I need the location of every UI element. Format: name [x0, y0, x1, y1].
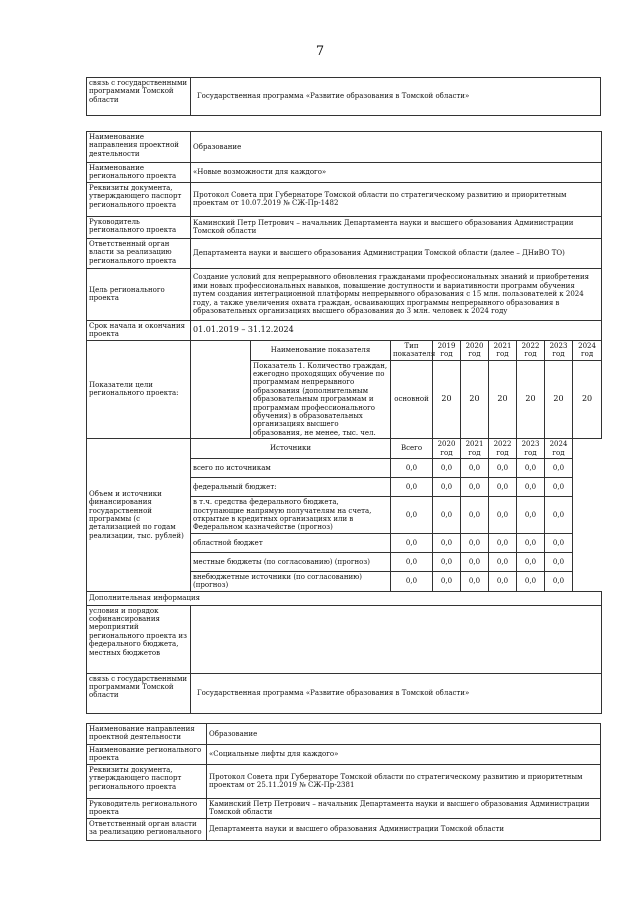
amount-cell: 0,0 — [517, 571, 545, 591]
year-header: 2021 год — [461, 439, 489, 459]
table-row — [87, 745, 601, 765]
amount-cell: 0,0 — [517, 533, 545, 552]
table-row — [87, 591, 602, 605]
amount-cell: 0,0 — [461, 459, 489, 478]
total-header: Всего — [391, 439, 433, 459]
row-label: Наименование регионального проекта — [87, 745, 207, 765]
row-value: «Социальные лифты для каждого» — [207, 745, 601, 765]
year-header: 2024 год — [545, 439, 573, 459]
indicator-value: 20 — [517, 360, 545, 439]
table-row — [87, 605, 602, 673]
row-value: Каминский Петр Петрович – начальник Департамента науки и высшего образования Администрации Томской области — [207, 798, 601, 818]
row-value: Создание условий для непрерывного обновления гражданами профессиональных знаний и приобретения ими новых профессиональных навыков, повышение доступности и вариативности программ обучения путем создания интеграционной платформы непрерывного образования с 15 млн. пользователей к 2024 году, а также увеличения охвата граждан, осваивающих программы непрерывного образования в образовательных организациях высшего образования до 3 млн. человек к 2024 году — [191, 268, 602, 320]
amount-cell: 0,0 — [461, 478, 489, 497]
table-row — [87, 673, 602, 713]
row-value: Государственная программа «Развитие образования в Томской области» — [191, 78, 601, 116]
row-label: связь с государственными программами Томской области — [87, 673, 191, 713]
amount-cell: 0,0 — [391, 497, 433, 534]
indicator-value: 20 — [433, 360, 461, 439]
year-header: 2022 год — [489, 439, 517, 459]
table-row — [87, 132, 602, 163]
source-name: внебюджетные источники (по согласованию) (прогноз) — [191, 571, 391, 591]
table-row — [87, 798, 601, 818]
table-row — [87, 268, 602, 320]
amount-cell: 0,0 — [489, 571, 517, 591]
row-value: Государственная программа «Развитие образования в Томской области» — [191, 673, 602, 713]
amount-cell: 0,0 — [433, 552, 461, 571]
amount-cell: 0,0 — [489, 552, 517, 571]
page-number: 7 — [315, 44, 325, 59]
year-header: 2023 год — [517, 439, 545, 459]
amount-cell: 0,0 — [545, 497, 573, 534]
row-label: Цель регионального проекта — [87, 268, 191, 320]
table-row — [87, 724, 601, 745]
year-header: 2021 год — [489, 340, 517, 360]
indicators-header-row — [87, 340, 602, 360]
year-header: 2022 год — [517, 340, 545, 360]
row-label: Наименование регионального проекта — [87, 163, 191, 183]
year-header: 2020 год — [461, 340, 489, 360]
amount-cell: 0,0 — [461, 571, 489, 591]
amount-cell: 0,0 — [545, 552, 573, 571]
row-label: Реквизиты документа, утверждающего паспорт регионального проекта — [87, 182, 191, 216]
row-value: 01.01.2019 – 31.12.2024 — [191, 320, 602, 340]
amount-cell: 0,0 — [489, 459, 517, 478]
year-header: 2023 год — [545, 340, 573, 360]
amount-cell: 0,0 — [517, 497, 545, 534]
row-value: Протокол Совета при Губернаторе Томской области по стратегическому развитию и приоритетным проектам от 25.11.2019 № СЖ-Пр-2381 — [207, 764, 601, 798]
indicator-name: Показатель 1. Количество граждан, ежегодно проходящих обучение по программам непрерывного образования (дополнительным образовательным программам и программам профессионального обучения) в образовательных организациях высшего образования, не менее, тыс. чел. — [251, 360, 391, 439]
amount-cell: 0,0 — [433, 571, 461, 591]
amount-cell: 0,0 — [517, 478, 545, 497]
row-label: Реквизиты документа, утверждающего паспорт регионального проекта — [87, 764, 207, 798]
table-row — [87, 238, 602, 268]
table-row — [87, 163, 602, 183]
amount-cell: 0,0 — [461, 533, 489, 552]
amount-cell: 0,0 — [545, 459, 573, 478]
amount-cell: 0,0 — [489, 533, 517, 552]
table-row — [87, 818, 601, 840]
row-label: Ответственный орган власти за реализацию регионального проекта — [87, 238, 191, 268]
row-value: Протокол Совета при Губернаторе Томской области по стратегическому развитию и приоритетным проектам от 10.07.2019 № СЖ-Пр-1482 — [191, 182, 602, 216]
amount-cell: 0,0 — [433, 459, 461, 478]
financing-header-row — [87, 439, 602, 459]
row-value: Департамента науки и высшего образования Администрации Томской области — [207, 818, 601, 840]
source-name: областной бюджет — [191, 533, 391, 552]
table-row — [87, 320, 602, 340]
row-label: условия и порядок софинансирования мероприятий регионального проекта из федерального бюджета, местных бюджетов — [87, 605, 191, 673]
indicators-label: Показатели цели регионального проекта: — [87, 340, 191, 439]
social-lifts-passport-table — [86, 723, 601, 841]
source-name: местные бюджеты (по согласованию) (прогноз) — [191, 552, 391, 571]
source-name: федеральный бюджет: — [191, 478, 391, 497]
indicator-name-header: Наименование показателя — [251, 340, 391, 360]
row-value — [191, 605, 602, 673]
indicator-type-header: Тип показателя — [391, 340, 433, 360]
row-label: Руководитель регионального проекта — [87, 798, 207, 818]
year-header: 2019 год — [433, 340, 461, 360]
amount-cell: 0,0 — [391, 552, 433, 571]
amount-cell: 0,0 — [517, 459, 545, 478]
year-header: 2024 год — [573, 340, 602, 360]
table-row — [87, 182, 602, 216]
amount-cell: 0,0 — [433, 497, 461, 534]
sources-header: Источники — [191, 439, 391, 459]
additional-info-heading: Дополнительная информация — [87, 591, 602, 605]
amount-cell: 0,0 — [545, 571, 573, 591]
row-value: Департамента науки и высшего образования Администрации Томской области (далее – ДНиВО ТО) — [191, 238, 602, 268]
row-label: Наименование направления проектной деятельности — [87, 724, 207, 745]
indicator-value: 20 — [573, 360, 602, 439]
amount-cell: 0,0 — [461, 552, 489, 571]
amount-cell: 0,0 — [517, 552, 545, 571]
source-name: в т.ч. средства федерального бюджета, поступающие напрямую получателям на счета, открытые в кредитных организациях или в Федеральном казначействе (прогноз) — [191, 497, 391, 534]
table-row — [87, 764, 601, 798]
amount-cell: 0,0 — [545, 478, 573, 497]
amount-cell: 0,0 — [489, 478, 517, 497]
indicator-value: 20 — [461, 360, 489, 439]
indicator-value: 20 — [545, 360, 573, 439]
row-value: Каминский Петр Петрович – начальник Департамента науки и высшего образования Администрации Томской области — [191, 216, 602, 238]
table-row — [87, 216, 602, 238]
row-label: Ответственный орган власти за реализацию регионального — [87, 818, 207, 840]
row-value: «Новые возможности для каждого» — [191, 163, 602, 183]
state-program-link-table — [86, 77, 601, 116]
amount-cell: 0,0 — [391, 478, 433, 497]
row-label: Срок начала и окончания проекта — [87, 320, 191, 340]
amount-cell: 0,0 — [489, 497, 517, 534]
row-label: связь с государственными программами Томской области — [87, 78, 191, 116]
indicator-value: 20 — [489, 360, 517, 439]
amount-cell: 0,0 — [433, 478, 461, 497]
row-label: Наименование направления проектной деятельности — [87, 132, 191, 163]
amount-cell: 0,0 — [461, 497, 489, 534]
row-value: Образование — [207, 724, 601, 745]
table-row — [87, 78, 601, 116]
row-label: Руководитель регионального проекта — [87, 216, 191, 238]
amount-cell: 0,0 — [545, 533, 573, 552]
amount-cell: 0,0 — [433, 533, 461, 552]
financing-label: Объем и источники финансирования государственной программы (с детализацией по годам реализации, тыс. рублей) — [87, 439, 191, 591]
indicator-type: основной — [391, 360, 433, 439]
amount-cell: 0,0 — [391, 533, 433, 552]
amount-cell: 0,0 — [391, 459, 433, 478]
year-header: 2020 год — [433, 439, 461, 459]
row-value: Образование — [191, 132, 602, 163]
source-name: всего по источникам — [191, 459, 391, 478]
amount-cell: 0,0 — [391, 571, 433, 591]
project-passport-table — [86, 131, 602, 714]
